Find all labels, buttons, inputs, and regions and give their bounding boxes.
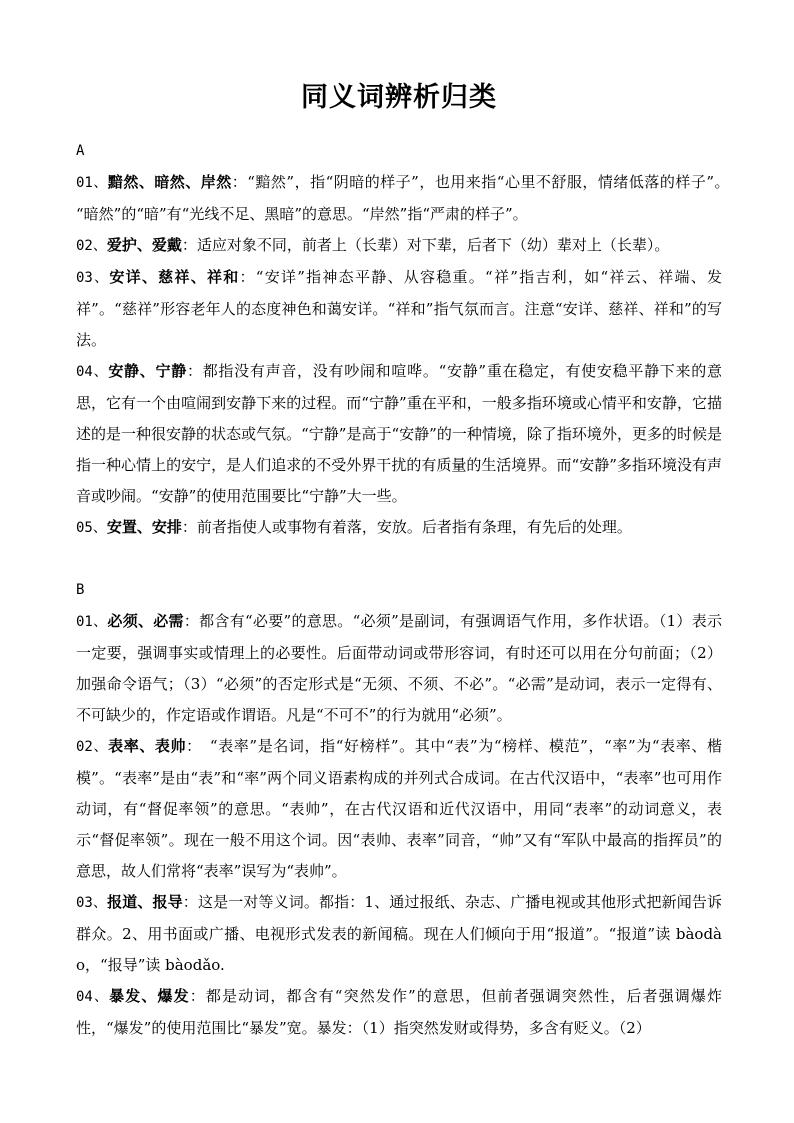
entry-separator: ：: [231, 173, 248, 191]
entry-separator: ：: [181, 518, 197, 536]
section-label: B: [76, 582, 85, 598]
entry-term: 报道、报导: [107, 893, 183, 911]
entry-text: 这是一对等义词。都指：1、通过报纸、杂志、广播电视或其他形式把新闻告诉群众。2、用书面或广播、电视形式发表的新闻稿。现在人们倾向于用“报道”。“报道”读 bàodào，“报导”读 bàodǎo.: [76, 893, 722, 974]
entry: [76, 887, 722, 981]
entry-term: 安静、宁静: [108, 362, 187, 380]
entry: [76, 230, 722, 262]
entry-text: 适应对象不同，前者上（长辈）对下辈，后者下（幼）辈对上（长辈）。: [196, 236, 670, 254]
entry-separator: ：: [183, 612, 200, 630]
entry-text: 都含有“必要”的意思。“必须”是副词，有强调语气作用，多作状语。（1）表示一定要，强调事实或情理上的必要性。后面带动词或带形容词，有时还可以用在分句前面；（2）加强命令语气；（3）“必须”的否定形式是“无须、不须、不必”。“必需”是动词，表示一定得有、不可缺少的，作定语或作谓语。凡是“不可不”的行为就用“必须”。: [76, 612, 722, 724]
entry: [76, 731, 722, 887]
entry-term: 安置、安排: [106, 518, 182, 536]
entry-term: 爱护、爱戴: [106, 236, 182, 254]
entry: [76, 167, 738, 230]
entry: [76, 981, 722, 1044]
entry-number: 01、: [76, 614, 108, 630]
entry: [76, 512, 722, 544]
section-b: [76, 575, 722, 1044]
entry-number: 01、: [76, 175, 108, 191]
entry-term: 黯然、暗然、岸然: [107, 173, 232, 191]
entry: [76, 262, 722, 356]
entry-number: 04、: [76, 989, 110, 1005]
entry-separator: ：: [186, 737, 195, 755]
entry-separator: ：: [182, 893, 198, 911]
entry-number: 02、: [76, 238, 107, 254]
entry: [76, 606, 722, 731]
entry-number: 02、: [76, 739, 109, 755]
entry-term: 安详、慈祥、祥和: [109, 268, 240, 286]
entry-number: 04、: [76, 364, 109, 380]
section-a: [76, 136, 738, 544]
document-title: 同义词辨析归类: [301, 82, 497, 113]
entry-text: “安详”指神态平静、从容稳重。“祥”指吉利，如“祥云、祥端、发祥”。“慈祥”形容老年人的态度神色和蔼安详。“祥和”指气氛而言。注意“安详、慈祥、祥和”的写法。: [76, 268, 722, 349]
entry-separator: ：: [186, 362, 203, 380]
entry-number: 03、: [76, 270, 110, 286]
entry-separator: ：: [181, 236, 197, 254]
section-spacer: [76, 544, 722, 575]
entry-text: 前者指使人或事物有着落，安放。后者指有条理，有先后的处理。: [196, 518, 632, 536]
entry: [76, 356, 722, 512]
section-label: A: [76, 143, 85, 159]
entry-text: 都指没有声音，没有吵闹和喧哗。“安静”重在稳定，有使安稳平静下来的意思，它有一个由喧闹到安静下来的过程。而“宁静”重在平和，一般多指环境或心情平和安静，它描述的是一种很安静的状态或气氛。“宁静”是高于“安静”的一种情境，除了指环境外，更多的时候是指一种心情上的安宁，是人们追求的不受外界干扰的有质量的生活境界。而“安静”多指环境没有声音或吵闹。“安静”的使用范围要比“宁静”大一些。: [76, 362, 722, 505]
entry-number: 03、: [76, 895, 108, 911]
entry-separator: ：: [189, 987, 206, 1005]
entry-text: “表率”是名词，指“好榜样”。其中“表”为“榜样、模范”，“率”为“表率、楷模”。“表率”是由“表”和“率”两个同义语素构成的并列式合成词。在古代汉语中，“表率”也可用作动词，有“督促率领”的意思。“表帅”，在古代汉语和近代汉语中，用同“表率”的动词意义，表示“督促率领”。现在一般不用这个词。因“表帅、表率”同音，“帅”又有“军队中最高的指挥员”的意思，故人们常将“表率”误写为“表帅”。: [76, 737, 722, 880]
entry-number: 05、: [76, 520, 107, 536]
entry-term: 暴发、爆发: [109, 987, 190, 1005]
entry-term: 必须、必需: [107, 612, 184, 630]
entry-term: 表率、表帅: [108, 737, 187, 755]
entry-text: “黯然”，指“阴暗的样子”，也用来指“心里不舒服，情绪低落的样子”。 “暗然”的“暗”有“光线不足、黑暗”的意思。“岸然”指“严肃的样子”。: [76, 173, 738, 223]
entry-text: 都是动词，都含有“突然发作”的意思，但前者强调突然性，后者强调爆炸性，“爆发”的使用范围比“暴发”宽。暴发：（1）指突然发财或得势，多含有贬义。（2）: [76, 987, 722, 1037]
document-page: [76, 70, 738, 1044]
entry-separator: ：: [239, 268, 256, 286]
